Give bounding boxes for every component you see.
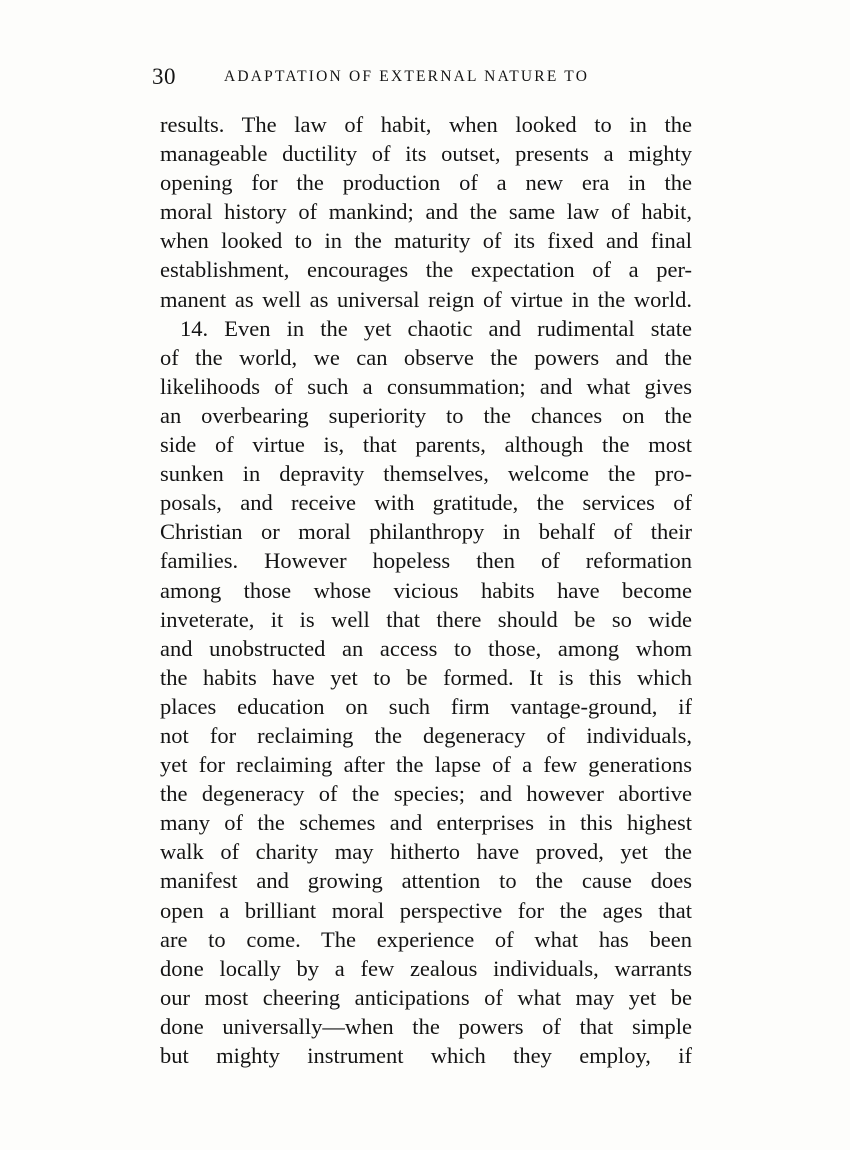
text-line: but mighty instrument which they employ, if	[160, 1043, 692, 1068]
text-line: and unobstructed an access to those, among whom	[160, 635, 692, 661]
text-line: are to come. The experience of what has been	[160, 926, 692, 952]
text-line: inveterate, it is well that there should be so wide	[160, 606, 692, 632]
text-line: among those whose vicious habits have become	[160, 577, 692, 603]
text-line: open a brilliant moral perspective for the ages that	[160, 897, 692, 923]
page-number: 30	[152, 64, 176, 89]
text-line: of the world, we can observe the powers and the	[160, 344, 692, 370]
text-line: Christian or moral philanthropy in behalf of their	[160, 519, 692, 545]
text-line: likelihoods of such a consummation; and what gives	[160, 373, 692, 399]
text-line: sunken in depravity themselves, welcome the pro-	[160, 461, 692, 487]
text-line: families. However hopeless then of reformation	[160, 548, 692, 574]
text-line: establishment, encourages the expectation of a per-	[160, 257, 692, 283]
text-line: places education on such firm vantage-ground, if	[160, 693, 692, 719]
text-line: when looked to in the maturity of its fixed and final	[160, 228, 692, 254]
text-line: the degeneracy of the species; and however abortive	[160, 781, 692, 807]
text-line: yet for reclaiming after the lapse of a few generations	[160, 752, 692, 778]
text-line: results. The law of habit, when looked to in the	[160, 112, 692, 137]
text-line: done locally by a few zealous individuals, warrants	[160, 955, 692, 981]
running-head	[152, 62, 712, 92]
text-line: walk of charity may hitherto have proved, yet the	[160, 839, 692, 865]
paragraph-start-line: 14. Even in the yet chaotic and rudimental state	[180, 315, 692, 341]
text-line: posals, and receive with gratitude, the services of	[160, 490, 692, 516]
text-line: done universally—when the powers of that simple	[160, 1013, 692, 1039]
text-line: many of the schemes and enterprises in this highest	[160, 810, 692, 836]
body-text	[160, 110, 692, 1070]
text-line: our most cheering anticipations of what may yet be	[160, 984, 692, 1010]
text-line: not for reclaiming the degeneracy of individuals,	[160, 722, 692, 748]
text-line: manent as well as universal reign of virtue in the world.	[160, 286, 692, 312]
text-line: opening for the production of a new era in the	[160, 170, 692, 196]
running-title: ADAPTATION OF EXTERNAL NATURE TO	[224, 68, 590, 85]
text-line: moral history of mankind; and the same law of habit,	[160, 199, 692, 225]
text-line: manifest and growing attention to the cause does	[160, 868, 692, 894]
text-line: side of virtue is, that parents, although the most	[160, 432, 692, 458]
text-line: the habits have yet to be formed. It is this which	[160, 664, 692, 690]
text-line: an overbearing superiority to the chances on the	[160, 402, 692, 428]
text-line: manageable ductility of its outset, presents a mighty	[160, 141, 692, 167]
